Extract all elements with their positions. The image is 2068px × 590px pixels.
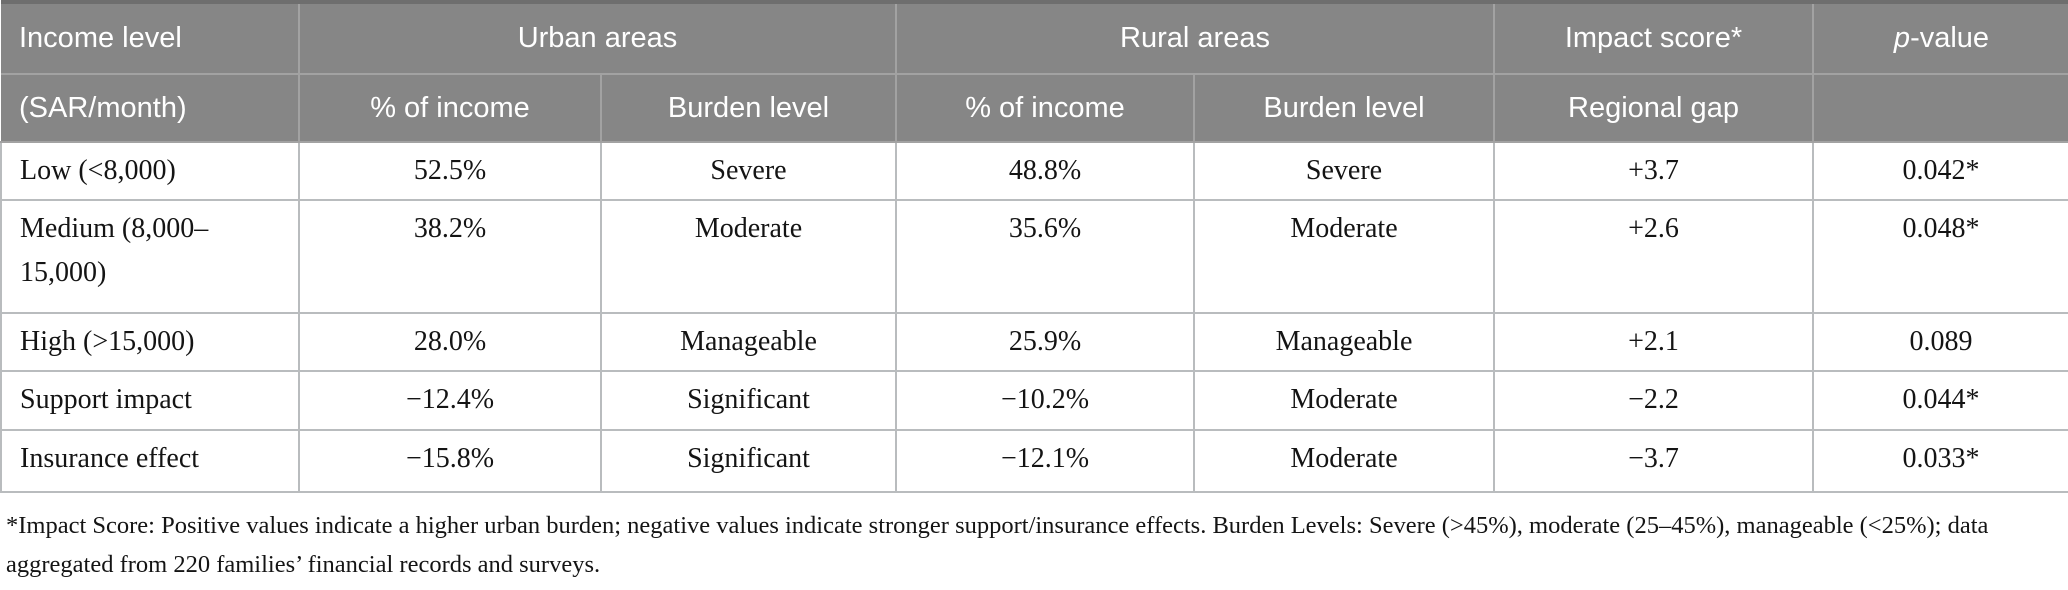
rural-pct-cell: 48.8% (896, 142, 1194, 200)
p-value-cell: 0.048* (1813, 200, 2068, 313)
p-value-rest: -value (1910, 22, 1990, 54)
rural-burden-cell: Severe (1194, 142, 1494, 200)
rural-burden-cell: Manageable (1194, 313, 1494, 371)
header-income-unit: (SAR/month) (1, 74, 299, 142)
table-body (1, 142, 2068, 492)
p-value-cell: 0.044* (1813, 371, 2068, 430)
p-value-cell: 0.033* (1813, 430, 2068, 492)
regional-gap-cell: +3.7 (1494, 142, 1813, 200)
header-row-groups (1, 2, 2068, 74)
regional-gap-cell: −3.7 (1494, 430, 1813, 492)
urban-pct-cell: −12.4% (299, 371, 601, 430)
header-row-subcolumns (1, 74, 2068, 142)
header-regional-gap: Regional gap (1494, 74, 1813, 142)
regional-gap-cell: +2.1 (1494, 313, 1813, 371)
urban-pct-cell: 38.2% (299, 200, 601, 313)
urban-pct-cell: 52.5% (299, 142, 601, 200)
p-value-cell: 0.089 (1813, 313, 2068, 371)
header-income-level: Income level (1, 2, 299, 74)
table-row-insurance-effect (1, 430, 2068, 492)
header-rural-burden-level: Burden level (1194, 74, 1494, 142)
table-row-low (1, 142, 2068, 200)
urban-burden-cell: Significant (601, 371, 896, 430)
header-p-value-empty (1813, 74, 2068, 142)
regional-gap-cell: −2.2 (1494, 371, 1813, 430)
table-header (1, 2, 2068, 142)
table-row-high (1, 313, 2068, 371)
urban-burden-cell: Severe (601, 142, 896, 200)
row-label: Insurance effect (1, 430, 299, 492)
header-urban-burden-level: Burden level (601, 74, 896, 142)
header-rural-pct-income: % of income (896, 74, 1194, 142)
rural-pct-cell: −12.1% (896, 430, 1194, 492)
p-value-italic-p: p (1893, 22, 1911, 54)
rural-burden-cell: Moderate (1194, 371, 1494, 430)
header-urban-pct-income: % of income (299, 74, 601, 142)
regional-gap-cell: +2.6 (1494, 200, 1813, 313)
urban-pct-cell: 28.0% (299, 313, 601, 371)
row-label: Support impact (1, 371, 299, 430)
urban-burden-cell: Moderate (601, 200, 896, 313)
rural-burden-cell: Moderate (1194, 200, 1494, 313)
table-row-medium (1, 200, 2068, 313)
rural-pct-cell: −10.2% (896, 371, 1194, 430)
urban-pct-cell: −15.8% (299, 430, 601, 492)
header-impact-score: Impact score* (1494, 2, 1813, 74)
row-label: Medium (8,000–15,000) (1, 200, 299, 313)
rural-pct-cell: 35.6% (896, 200, 1194, 313)
row-label: High (>15,000) (1, 313, 299, 371)
urban-burden-cell: Manageable (601, 313, 896, 371)
table-row-support-impact (1, 371, 2068, 430)
urban-burden-cell: Significant (601, 430, 896, 492)
p-value-cell: 0.042* (1813, 142, 2068, 200)
table-footnote: *Impact Score: Positive values indicate a higher urban burden; negative values indicate stronger support/insurance effects. Burden Levels: Severe (>45%), moderate (25–45%), manageable (<25%); data aggregated from 220 families’ financial records and surveys. (6, 512, 1989, 578)
header-rural-areas: Rural areas (896, 2, 1494, 74)
rural-burden-cell: Moderate (1194, 430, 1494, 492)
rural-pct-cell: 25.9% (896, 313, 1194, 371)
header-p-value (1813, 2, 2068, 74)
row-label: Low (<8,000) (1, 142, 299, 200)
header-urban-areas: Urban areas (299, 2, 896, 74)
